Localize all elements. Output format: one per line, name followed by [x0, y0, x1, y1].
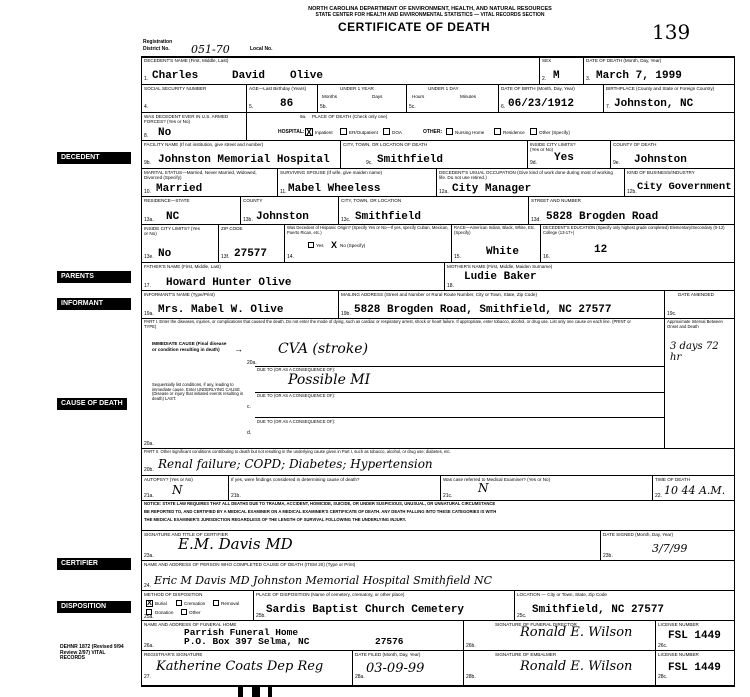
- item-27: 27.: [144, 674, 151, 680]
- divider: [463, 620, 464, 685]
- item-26c: 26c.: [658, 643, 668, 649]
- inside-city2-value: No: [158, 248, 172, 260]
- divider: [338, 196, 339, 224]
- occupation-value: City Manager: [452, 183, 532, 195]
- armed-forces-label: WAS DECEDENT EVER IN U.S. ARMED FORCES? (Yes or No): [144, 114, 229, 124]
- months-label: Months: [322, 94, 338, 99]
- spouse-value: Mabel Wheeless: [288, 183, 381, 195]
- divider: [141, 262, 735, 263]
- license1-label: LICENSE NUMBER: [658, 622, 699, 627]
- divider: [141, 530, 735, 531]
- divider: [655, 620, 656, 685]
- under-1-year-label: UNDER 1 YEAR: [340, 86, 374, 91]
- item-12b: 12b.: [627, 189, 637, 195]
- item-18: 18.: [447, 283, 454, 289]
- divider: [436, 168, 437, 196]
- item-22: 22.: [655, 493, 662, 499]
- divider: [406, 84, 407, 112]
- divider: [498, 84, 499, 112]
- item-10: 10.: [144, 189, 151, 195]
- cremation-checkbox[interactable]: [176, 600, 182, 606]
- mother-value: Ludie Baker: [464, 271, 537, 283]
- autopsy-label: AUTOPSY? (Yes or No): [144, 477, 193, 482]
- other-label: OTHER:: [423, 129, 443, 135]
- barcode-mark: [252, 686, 260, 697]
- divider: [141, 168, 735, 169]
- education-label: DECEDENT'S EDUCATION (Specify only highest grade completed) Elementary/Secondary (0-12) College (13-17+): [543, 225, 725, 235]
- er-label: ER/Outpatient: [349, 130, 378, 135]
- county-death-label: COUNTY OF DEATH: [613, 142, 657, 147]
- funeral-home-line-2: P.O. Box 397 Selma, NC: [184, 636, 310, 647]
- other-disposition-label: Other: [189, 610, 201, 615]
- days-label: Days: [372, 94, 383, 99]
- item-21a: 21a.: [144, 493, 154, 499]
- divider: [664, 318, 665, 448]
- divider: [451, 224, 452, 262]
- notice-line-3: THE MEDICAL EXAMINER'S JURISDICTION REGARDLESS OF THE LENGTH OF SURVIVAL FOLLOWING THE UNDERLYING INJURY.: [144, 517, 407, 522]
- date-signed-label: DATE SIGNED (Month, Day, Year): [603, 532, 674, 537]
- item-25a: 25a.: [144, 614, 154, 620]
- residence-checkbox[interactable]: [494, 128, 501, 135]
- birthplace-value: Johnston, NC: [614, 98, 694, 110]
- divider: [340, 140, 341, 168]
- facility-value: Johnston Memorial Hospital: [158, 154, 330, 166]
- form-bottom-border: [141, 685, 735, 687]
- zip-value: 27577: [234, 248, 268, 260]
- item-2: 2.: [542, 76, 547, 82]
- embalmer-sig-label: SIGNATURE OF EMBALMER: [495, 652, 557, 657]
- item-14: 14.: [287, 254, 294, 260]
- divider: [527, 140, 528, 168]
- sex-value: M: [553, 70, 560, 82]
- item-7: 7.: [606, 104, 611, 110]
- form-right-border: [734, 56, 735, 686]
- registrar-signature: Katherine Coats Dep Reg: [156, 659, 324, 674]
- divider: [141, 196, 735, 197]
- divider: [141, 620, 735, 621]
- name-label: DECEDENT'S NAME (First, Middle, Last): [144, 58, 229, 63]
- hospital-label: HOSPITAL:: [278, 129, 305, 135]
- race-value: White: [486, 246, 520, 258]
- notice-line-1: NOTICE: STATE LAW REQUIRES THAT ALL DEATHS DUE TO TRAUMA, ACCIDENT, HOMICIDE, SUICIDE, OR UNDER SUSPICIOUS, UNUSUAL, OR UNNATURAL CIRCUMSTANCE: [144, 501, 496, 506]
- divider: [218, 224, 219, 262]
- county-label: COUNTY: [243, 198, 263, 203]
- age-label: AGE—Last Birthday (Years): [249, 86, 307, 91]
- time-of-death-label: TIME OF DEATH: [655, 477, 691, 482]
- district-label: District No.: [143, 46, 170, 52]
- street-value: 5828 Brogden Road: [546, 211, 659, 223]
- certificate-number: 139: [652, 20, 691, 44]
- signature-value: E.M. Davis MD: [178, 535, 293, 553]
- hispanic-yes-checkbox[interactable]: [308, 242, 314, 248]
- time-of-death-value: 10 44 A.M.: [664, 484, 726, 497]
- race-label: RACE—American Indian, Black, White, Etc. (Specify): [454, 225, 536, 235]
- divider: [624, 168, 625, 196]
- sex-label: SEX: [542, 58, 552, 63]
- cause-a-value: CVA (stroke): [278, 341, 369, 357]
- divider: [284, 224, 285, 262]
- item-20d: d.: [247, 430, 252, 436]
- marital-label: MARITAL STATUS—Married, Never Married, Widowed, Divorced (Specify): [144, 170, 257, 180]
- spouse-label: SURVIVING SPOUSE (If wife, give maiden name): [280, 170, 383, 175]
- divider: [600, 530, 601, 560]
- ssn-label: SOCIAL SECURITY NUMBER: [144, 86, 207, 91]
- hispanic-no-checkbox[interactable]: X: [330, 240, 337, 250]
- informant-value: Mrs. Mabel W. Olive: [158, 304, 284, 316]
- date-signed-value: 3/7/99: [652, 542, 688, 555]
- divider: [141, 290, 735, 291]
- item-16: 16.: [543, 254, 550, 260]
- item-20b: 20b.: [144, 467, 154, 473]
- item-9c: 9c.: [366, 160, 373, 166]
- item-13a: 13a.: [144, 217, 154, 223]
- other-specify-checkbox[interactable]: [530, 128, 537, 135]
- birthplace-label: BIRTHPLACE (County and State or Foreign Country): [606, 86, 715, 91]
- middle-name: David: [232, 70, 266, 82]
- section-certifier: CERTIFIER: [57, 558, 131, 570]
- divider: [141, 112, 735, 113]
- item-25c: 25c.: [517, 613, 527, 619]
- city-death-label: CITY, TOWN, OR LOCATION OF DEATH: [343, 142, 428, 147]
- method-label: METHOD OF DISPOSITION: [144, 592, 203, 597]
- notice-line-2: BE REPORTED TO, AND CERTIFIED BY A MEDICAL EXAMINER ON A MEDICAL EXAMINER'S CERTIFICATE OF DEATH. ANY DEATH FALLING INTO THESE CATEGORIES IS WITH: [144, 509, 497, 514]
- item-9d: 9d.: [530, 160, 537, 166]
- mother-label: MOTHER'S NAME (First, Middle, Maiden Surname): [447, 264, 553, 269]
- part1-label: PART I. Enter the diseases, injuries, or complications that caused the death. Do not enter the mode of dying, such as cardiac or respiratory arrest, shock or heart failure. If appropriate, enter tobacco, alcohol, or drug use. List only one cause on each line. (PRINT or TYPE): [144, 319, 631, 329]
- license2-value: FSL 1449: [668, 662, 721, 674]
- due-to-label-3: DUE TO (OR AS A CONSEQUENCE OF):: [257, 419, 336, 424]
- item-3: 3.: [586, 76, 591, 82]
- zip-label: ZIP CODE: [221, 226, 243, 231]
- cremation-label: Cremation: [184, 601, 206, 606]
- funeral-home-label: NAME AND ADDRESS OF FUNERAL HOME: [144, 622, 237, 627]
- inpatient-checkbox[interactable]: X: [306, 128, 312, 137]
- informant-label: INFORMANT'S NAME (Type/Print): [144, 292, 215, 297]
- burial-label: Burial: [155, 601, 167, 606]
- district-number: 051-70: [191, 43, 230, 56]
- director-signature: Ronald E. Wilson: [520, 625, 633, 640]
- item-13b: 13b.: [243, 217, 253, 223]
- local-no-label: Local No.: [250, 46, 273, 52]
- occupation-label: DECEDENT'S USUAL OCCUPATION (Give kind of work done during most of working life. Do not use retired.): [439, 170, 613, 180]
- item-19b: 19b.: [341, 311, 351, 317]
- item-9e: 9e.: [613, 160, 620, 166]
- marital-value: Married: [156, 183, 203, 195]
- certificate-title: CERTIFICATE OF DEATH: [338, 20, 491, 34]
- mailing-label: MAILING ADDRESS (Street and Number or Rural Route Number, City or Town, State, Zip Code): [341, 292, 537, 297]
- divider: [255, 417, 664, 418]
- immediate-cause-label: IMMEDIATE CAUSE (Final disease or condition resulting in death): [152, 341, 227, 352]
- item-12a: 12a.: [439, 189, 449, 195]
- divider: [664, 290, 665, 318]
- license1-value: FSL 1449: [668, 630, 721, 642]
- license2-label: LICENSE NUMBER: [658, 652, 699, 657]
- inside-city-value: Yes: [554, 152, 574, 164]
- item-6: 6.: [501, 104, 506, 110]
- item-28a: 28a.: [355, 674, 365, 680]
- county-value: Johnston: [256, 211, 309, 223]
- item-28b: 28b.: [466, 674, 476, 680]
- signature-label: SIGNATURE AND TITLE OF CERTIFIER: [144, 532, 228, 537]
- interval-label: Approximate Interval Between Onset and Death: [667, 319, 723, 329]
- divider: [540, 224, 541, 262]
- certifier-name-value: Eric M Davis MD Johnston Memorial Hospital Smithfield NC: [154, 574, 493, 587]
- inside-city-label: INSIDE CITY LIMITS? (Yes or No): [530, 142, 576, 152]
- divider: [246, 84, 247, 112]
- autopsy-value: N: [172, 483, 183, 497]
- item-5b: 5b.: [320, 104, 327, 110]
- item-13f: 13f.: [221, 254, 230, 260]
- barcode-mark: [268, 686, 272, 697]
- arrow-icon: →: [234, 344, 243, 354]
- street-label: STREET AND NUMBER: [531, 198, 581, 203]
- divider: [514, 590, 515, 620]
- section-disposition: DISPOSITION: [57, 601, 131, 613]
- item-20c: c.: [247, 404, 251, 410]
- first-name: Charles: [152, 70, 199, 82]
- other-disposition-checkbox[interactable]: [181, 609, 187, 615]
- divider: [141, 650, 735, 651]
- hispanic-label: Was Decedent of Hispanic Origin? (Specify Yes or No—If yes, specify Cuban, Mexican, Puerto Rican, etc.): [287, 225, 449, 235]
- divider: [528, 196, 529, 224]
- location-disp-label: LOCATION — City or Town, State, Zip Code: [517, 592, 607, 597]
- divider: [338, 290, 339, 318]
- facility-label: FACILITY NAME (If not institution, give street and number): [144, 142, 264, 147]
- divider: [352, 650, 353, 685]
- residence-label: Residence: [503, 130, 525, 135]
- date-amended-label: DATE AMENDED: [678, 292, 714, 297]
- county-death-value: Johnston: [634, 154, 687, 166]
- divider: [317, 84, 318, 112]
- item-13d: 13d.: [531, 217, 541, 223]
- dob-value: 06/23/1912: [508, 98, 575, 110]
- item-20a: 20a.: [144, 441, 154, 447]
- interval-a-value: 3 days 72 hr: [670, 341, 719, 363]
- divider: [277, 168, 278, 196]
- me-referred-value: N: [478, 481, 489, 495]
- item-15: 15.: [454, 254, 461, 260]
- item-5: 5.: [249, 104, 254, 110]
- donation-label: Donation: [155, 610, 174, 615]
- city-res-label: CITY, TOWN, OR LOCATION: [341, 198, 402, 203]
- city-res-value: Smithfield: [355, 211, 422, 223]
- father-label: FATHER'S NAME (First, Middle, Last): [144, 264, 221, 269]
- part2-label: PART II. Other significant conditions contributing to death but not resulting in the underlying cause given in Part I, such as tobacco, alcohol, or drug use; diabetes, etc.: [144, 449, 451, 454]
- item-9b: 9b.: [144, 160, 151, 166]
- me-referred-label: Was case referred to Medical Examiner? (Yes or No): [443, 477, 551, 482]
- divider: [228, 475, 229, 500]
- item-28c: 28c.: [658, 674, 668, 680]
- nursing-home-checkbox[interactable]: [446, 128, 453, 135]
- divider: [246, 112, 247, 140]
- divider: [444, 262, 445, 290]
- item-23a: 23a.: [144, 553, 154, 559]
- date-filed-value: 03-09-99: [366, 661, 425, 676]
- age-value: 86: [280, 98, 294, 110]
- hours-label: Hours: [412, 94, 425, 99]
- place-disp-value: Sardis Baptist Church Cemetery: [266, 604, 465, 616]
- residence-state-label: RESIDENCE—STATE: [144, 198, 190, 203]
- divider: [539, 56, 540, 84]
- under-1-day-label: UNDER 1 DAY: [428, 86, 459, 91]
- hispanic-no-label: No (Specify): [340, 243, 366, 248]
- item-5c: 5c.: [409, 104, 416, 110]
- divider: [141, 590, 735, 591]
- item-23b: 23b.: [603, 553, 613, 559]
- armed-forces-value: No: [158, 127, 172, 139]
- section-parents: PARENTS: [57, 271, 131, 283]
- item-25b: 25b.: [256, 613, 266, 619]
- registrar-label: REGISTRAR'S SIGNATURE: [144, 652, 203, 657]
- section-cause-of-death: CAUSE OF DEATH: [57, 398, 127, 410]
- funeral-home-line-1: Parrish Funeral Home: [184, 627, 299, 638]
- dept-header: NORTH CAROLINA DEPARTMENT OF ENVIRONMENT, HEALTH, AND NATURAL RESOURCES: [308, 6, 552, 12]
- divider: [440, 475, 441, 500]
- place-of-death-label: PLACE OF DEATH (Check only one): [312, 114, 388, 119]
- minutes-label: Minutes: [460, 94, 477, 99]
- registration-label: Registration: [143, 39, 173, 45]
- last-name: Olive: [290, 70, 324, 82]
- barcode-mark: [238, 686, 243, 697]
- funeral-zip-value: 27576: [375, 636, 404, 647]
- item-11: 11.: [280, 189, 287, 195]
- hispanic-yes-label: Yes: [316, 243, 324, 248]
- section-informant: INFORMANT: [57, 298, 131, 310]
- item-21b: 21b.: [231, 493, 241, 499]
- burial-checkbox[interactable]: X: [147, 600, 152, 607]
- item-13c: 13c.: [341, 217, 351, 223]
- center-header: STATE CENTER FOR HEALTH AND ENVIRONMENTAL STATISTICS — VITAL RECORDS SECTION: [315, 12, 545, 18]
- education-value: 12: [594, 244, 608, 256]
- section-decedent: DECEDENT: [57, 152, 131, 164]
- location-disp-value: Smithfield, NC 27577: [532, 604, 665, 616]
- item-19a: 19a.: [144, 311, 154, 317]
- divider: [141, 140, 735, 141]
- item-24: 24.: [144, 583, 151, 589]
- item-1: 1.: [144, 76, 149, 82]
- item-13e: 13e.: [144, 254, 154, 260]
- item-20a-top: 20a.: [247, 360, 257, 366]
- industry-label: KIND OF BUSINESS/INDUSTRY: [627, 170, 695, 175]
- date-of-death-label: DATE OF DEATH (Month, Day, Year): [586, 58, 662, 63]
- form-id: DEHNR 1872 (Revised 9/94 Review 2/97) VITAL RECORDS: [60, 644, 124, 662]
- divider: [141, 560, 735, 561]
- certifier-name-label: NAME AND ADDRESS OF PERSON WHO COMPLETED CAUSE OF DEATH (ITEM 20) (Type or Print): [144, 562, 356, 567]
- divider: [603, 84, 604, 112]
- dob-label: DATE OF BIRTH (Month, Day, Year): [501, 86, 575, 91]
- inpatient-label: Inpatient: [315, 130, 333, 135]
- date-filed-label: DATE FILED (Month, Day, Year): [355, 652, 421, 657]
- item-17: 17.: [144, 283, 151, 289]
- er-checkbox[interactable]: [340, 128, 347, 135]
- removal-checkbox[interactable]: [213, 600, 219, 606]
- divider: [141, 475, 735, 476]
- item-19c: 19c.: [667, 311, 677, 317]
- autopsy-findings-label: If yes, were findings considered in determining cause of death?: [231, 477, 360, 482]
- item-4: 4.: [144, 104, 149, 110]
- mailing-value: 5828 Brogden Road, Smithfield, NC 27577: [354, 304, 612, 316]
- father-value: Howard Hunter Olive: [166, 277, 292, 289]
- other-specify-label: Other (Specify): [539, 130, 570, 135]
- sequential-label: Sequentially list conditions, if any, leading to immediate cause. Enter UNDERLYING CAUSE (Disease or injury that initiated events resulting in death) LAST.: [152, 382, 244, 401]
- due-to-label-1: DUE TO (OR AS A CONSEQUENCE OF):: [257, 367, 336, 372]
- item-21c: 21c.: [443, 493, 453, 499]
- divider: [652, 475, 653, 500]
- divider: [610, 140, 611, 168]
- form-left-border: [141, 56, 142, 686]
- nursing-home-label: Nursing Home: [455, 130, 485, 135]
- city-death-value: Smithfield: [377, 154, 444, 166]
- funeral-director-sig-label: SIGNATURE OF FUNERAL DIRECTOR: [495, 622, 577, 627]
- item-26b: 26b.: [466, 643, 476, 649]
- state-value: NC: [166, 211, 180, 223]
- part2-value: Renal failure; COPD; Diabetes; Hypertension: [158, 457, 433, 471]
- item-8: 8.: [144, 133, 149, 139]
- divider: [141, 84, 735, 85]
- inside-city2-label: INSIDE CITY LIMITS? (Yes or No): [144, 226, 200, 236]
- doa-checkbox[interactable]: [383, 128, 390, 135]
- embalmer-signature: Ronald E. Wilson: [520, 659, 633, 674]
- divider: [583, 56, 584, 84]
- item-26a: 26a.: [144, 643, 154, 649]
- divider: [240, 196, 241, 224]
- divider: [253, 590, 254, 620]
- item-9a: 9a.: [300, 114, 307, 119]
- place-disp-label: PLACE OF DISPOSITION (Name of cemetery, crematory, or other place): [256, 592, 405, 597]
- margin-edge: [6, 0, 12, 697]
- removal-label: Removal: [221, 601, 240, 606]
- industry-value: City Government: [637, 181, 732, 193]
- cause-b-value: Possible MI: [288, 372, 371, 388]
- due-to-label-2: DUE TO (OR AS A CONSEQUENCE OF):: [257, 393, 336, 398]
- doa-label: DOA: [392, 130, 402, 135]
- date-of-death-value: March 7, 1999: [596, 70, 682, 82]
